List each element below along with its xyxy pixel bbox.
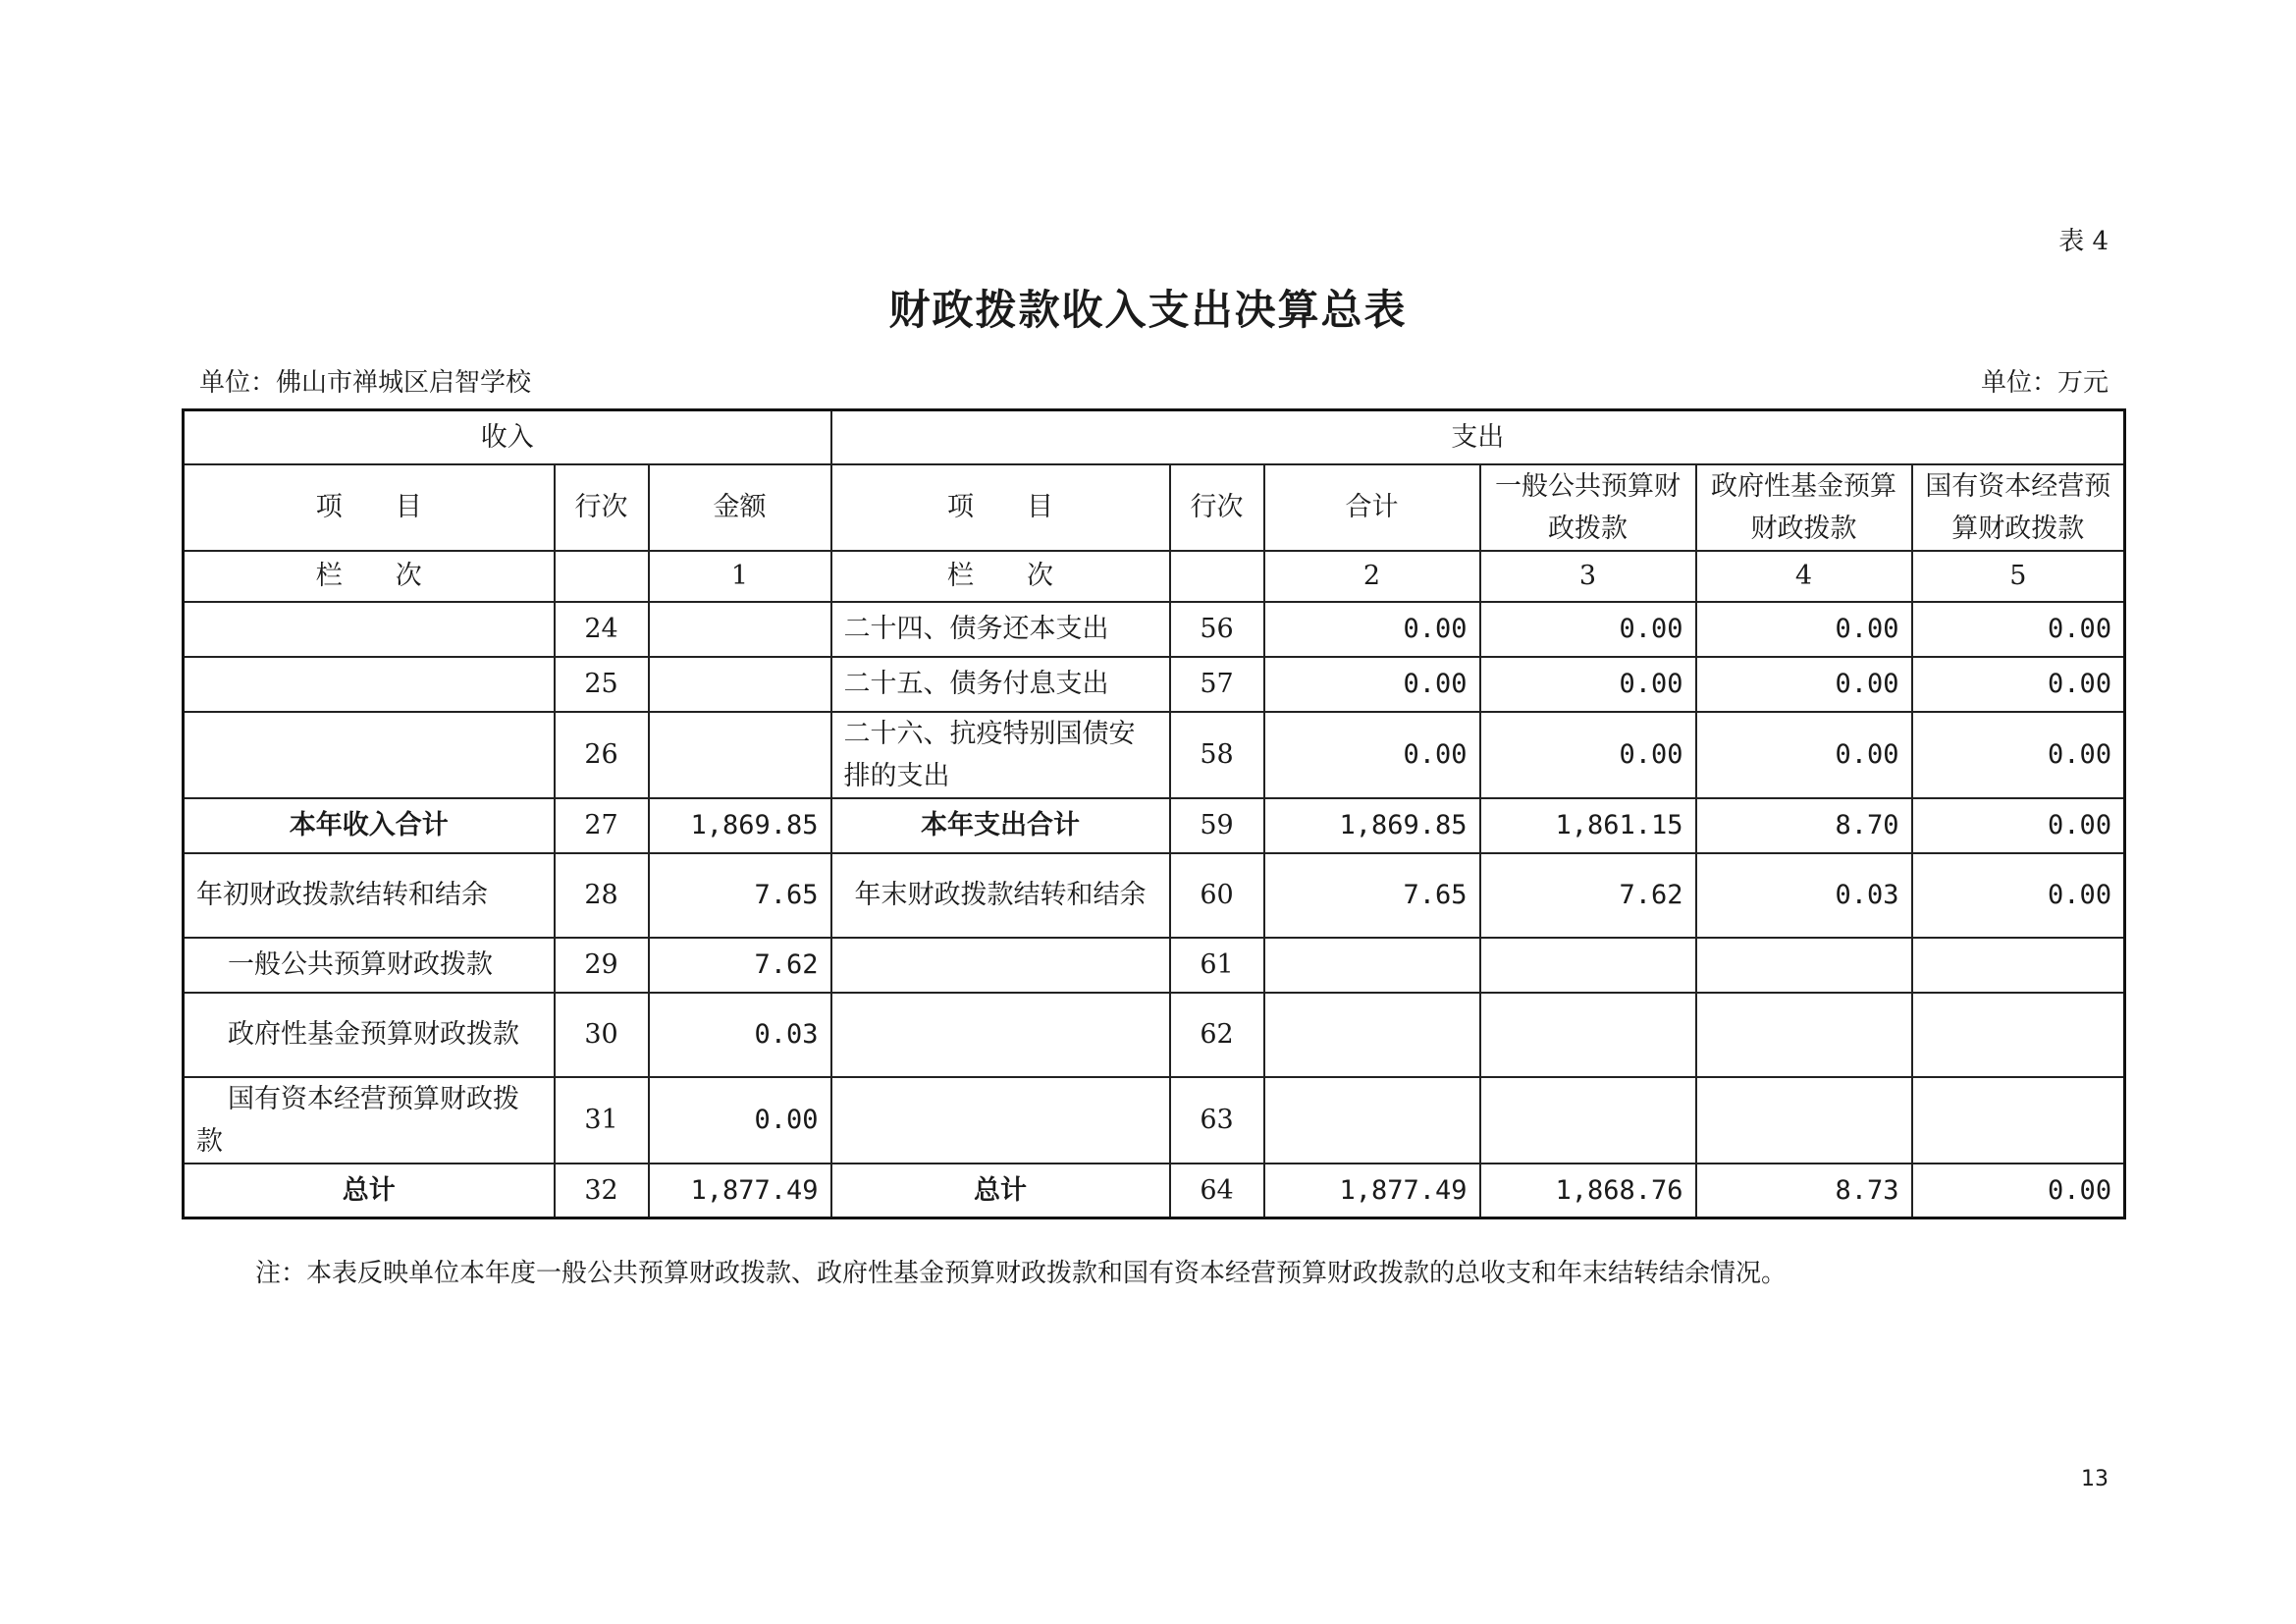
expense-row-no: 60 (1170, 853, 1264, 938)
income-item: 年初财政拨款结转和结余 (184, 853, 555, 938)
total-value: 1,877.49 (1264, 1164, 1480, 1218)
income-amount: 1,869.85 (649, 798, 831, 853)
income-row-no: 24 (555, 602, 649, 657)
income-row-no: 26 (555, 712, 649, 798)
table-note: 注：本表反映单位本年度一般公共预算财政拨款、政府性基金预算财政拨款和国有资本经营预算财政拨款的总收支和年末结转结余情况。 (255, 1259, 1788, 1288)
income-row-no: 29 (555, 938, 649, 993)
expense-row-no: 57 (1170, 657, 1264, 712)
expense-row-no: 56 (1170, 602, 1264, 657)
expense-item-header: 项 目 (831, 464, 1170, 551)
income-row-no: 27 (555, 798, 649, 853)
expense-row-no-header: 行次 (1170, 464, 1264, 551)
table-row (184, 657, 2125, 712)
table-row (184, 853, 2125, 938)
expense-item (831, 1077, 1170, 1164)
total-value: 0.00 (1264, 712, 1480, 798)
col-2: 2 (1264, 551, 1480, 602)
state-value (1912, 938, 2125, 993)
general-value: 0.00 (1480, 712, 1696, 798)
expense-item (831, 938, 1170, 993)
table-row (184, 993, 2125, 1077)
state-value (1912, 1077, 2125, 1164)
expense-item: 总计 (831, 1164, 1170, 1218)
expense-row-no: 63 (1170, 1077, 1264, 1164)
currency-unit: 单位：万元 (1980, 368, 2109, 398)
fund-value (1696, 938, 1912, 993)
general-budget-header: 一般公共预算财政拨款 (1480, 464, 1696, 551)
expense-row-no: 59 (1170, 798, 1264, 853)
fund-value: 0.00 (1696, 657, 1912, 712)
expense-item (831, 993, 1170, 1077)
state-value: 0.00 (1912, 657, 2125, 712)
income-row-no: 30 (555, 993, 649, 1077)
empty-cell (1170, 551, 1264, 602)
general-value (1480, 1077, 1696, 1164)
income-amount: 1,877.49 (649, 1164, 831, 1218)
state-value (1912, 993, 2125, 1077)
col-1: 1 (649, 551, 831, 602)
expense-col-label: 栏 次 (831, 551, 1170, 602)
table-row (184, 602, 2125, 657)
expense-item: 二十四、债务还本支出 (831, 602, 1170, 657)
total-value: 0.00 (1264, 602, 1480, 657)
page-number: 13 (2081, 1467, 2109, 1491)
unit-name: 单位：佛山市禅城区启智学校 (199, 368, 532, 398)
income-item: 国有资本经营预算财政拨款 (184, 1077, 555, 1164)
income-amount-header: 金额 (649, 464, 831, 551)
col-3: 3 (1480, 551, 1696, 602)
state-value: 0.00 (1912, 798, 2125, 853)
fund-budget-header: 政府性基金预算财政拨款 (1696, 464, 1912, 551)
expense-row-no: 58 (1170, 712, 1264, 798)
fund-value: 0.00 (1696, 602, 1912, 657)
general-value: 1,861.15 (1480, 798, 1696, 853)
expense-row-no: 62 (1170, 993, 1264, 1077)
income-row-no: 32 (555, 1164, 649, 1218)
expense-row-no: 61 (1170, 938, 1264, 993)
table-row (184, 712, 2125, 798)
income-item: 总计 (184, 1164, 555, 1218)
state-capital-header: 国有资本经营预算财政拨款 (1912, 464, 2125, 551)
fund-value: 0.03 (1696, 853, 1912, 938)
expense-header: 支出 (831, 410, 2125, 464)
income-item: 本年收入合计 (184, 798, 555, 853)
income-row-no: 28 (555, 853, 649, 938)
income-header: 收入 (184, 410, 831, 464)
income-amount: 0.00 (649, 1077, 831, 1164)
general-value: 7.62 (1480, 853, 1696, 938)
total-value (1264, 993, 1480, 1077)
income-item-header: 项 目 (184, 464, 555, 551)
income-amount: 7.62 (649, 938, 831, 993)
general-value: 1,868.76 (1480, 1164, 1696, 1218)
empty-cell (555, 551, 649, 602)
table-row (184, 1164, 2125, 1218)
income-amount: 7.65 (649, 853, 831, 938)
total-header: 合计 (1264, 464, 1480, 551)
total-value: 0.00 (1264, 657, 1480, 712)
income-amount (649, 657, 831, 712)
total-value: 7.65 (1264, 853, 1480, 938)
income-item (184, 602, 555, 657)
table-row (184, 1077, 2125, 1164)
general-value (1480, 938, 1696, 993)
expense-row-no: 64 (1170, 1164, 1264, 1218)
general-value: 0.00 (1480, 602, 1696, 657)
income-item: 一般公共预算财政拨款 (184, 938, 555, 993)
state-value: 0.00 (1912, 1164, 2125, 1218)
total-value (1264, 1077, 1480, 1164)
col-4: 4 (1696, 551, 1912, 602)
fund-value: 8.70 (1696, 798, 1912, 853)
state-value: 0.00 (1912, 712, 2125, 798)
expense-item: 二十五、债务付息支出 (831, 657, 1170, 712)
fund-value (1696, 993, 1912, 1077)
income-row-no: 31 (555, 1077, 649, 1164)
general-value: 0.00 (1480, 657, 1696, 712)
income-col-label: 栏 次 (184, 551, 555, 602)
income-row-no-header: 行次 (555, 464, 649, 551)
income-item: 政府性基金预算财政拨款 (184, 993, 555, 1077)
fiscal-appropriation-table (182, 408, 2126, 1219)
total-value (1264, 938, 1480, 993)
state-value: 0.00 (1912, 602, 2125, 657)
income-row-no: 25 (555, 657, 649, 712)
income-item (184, 712, 555, 798)
page-title: 财政拨款收入支出决算总表 (888, 286, 1408, 334)
table-row (184, 938, 2125, 993)
total-value: 1,869.85 (1264, 798, 1480, 853)
income-amount: 0.03 (649, 993, 831, 1077)
fund-value: 0.00 (1696, 712, 1912, 798)
table-number: 表 4 (2058, 227, 2109, 256)
expense-item: 年末财政拨款结转和结余 (831, 853, 1170, 938)
income-amount (649, 712, 831, 798)
col-5: 5 (1912, 551, 2125, 602)
expense-item: 本年支出合计 (831, 798, 1170, 853)
expense-item: 二十六、抗疫特别国债安排的支出 (831, 712, 1170, 798)
fund-value: 8.73 (1696, 1164, 1912, 1218)
general-value (1480, 993, 1696, 1077)
table-row (184, 798, 2125, 853)
income-item (184, 657, 555, 712)
fund-value (1696, 1077, 1912, 1164)
state-value: 0.00 (1912, 853, 2125, 938)
income-amount (649, 602, 831, 657)
